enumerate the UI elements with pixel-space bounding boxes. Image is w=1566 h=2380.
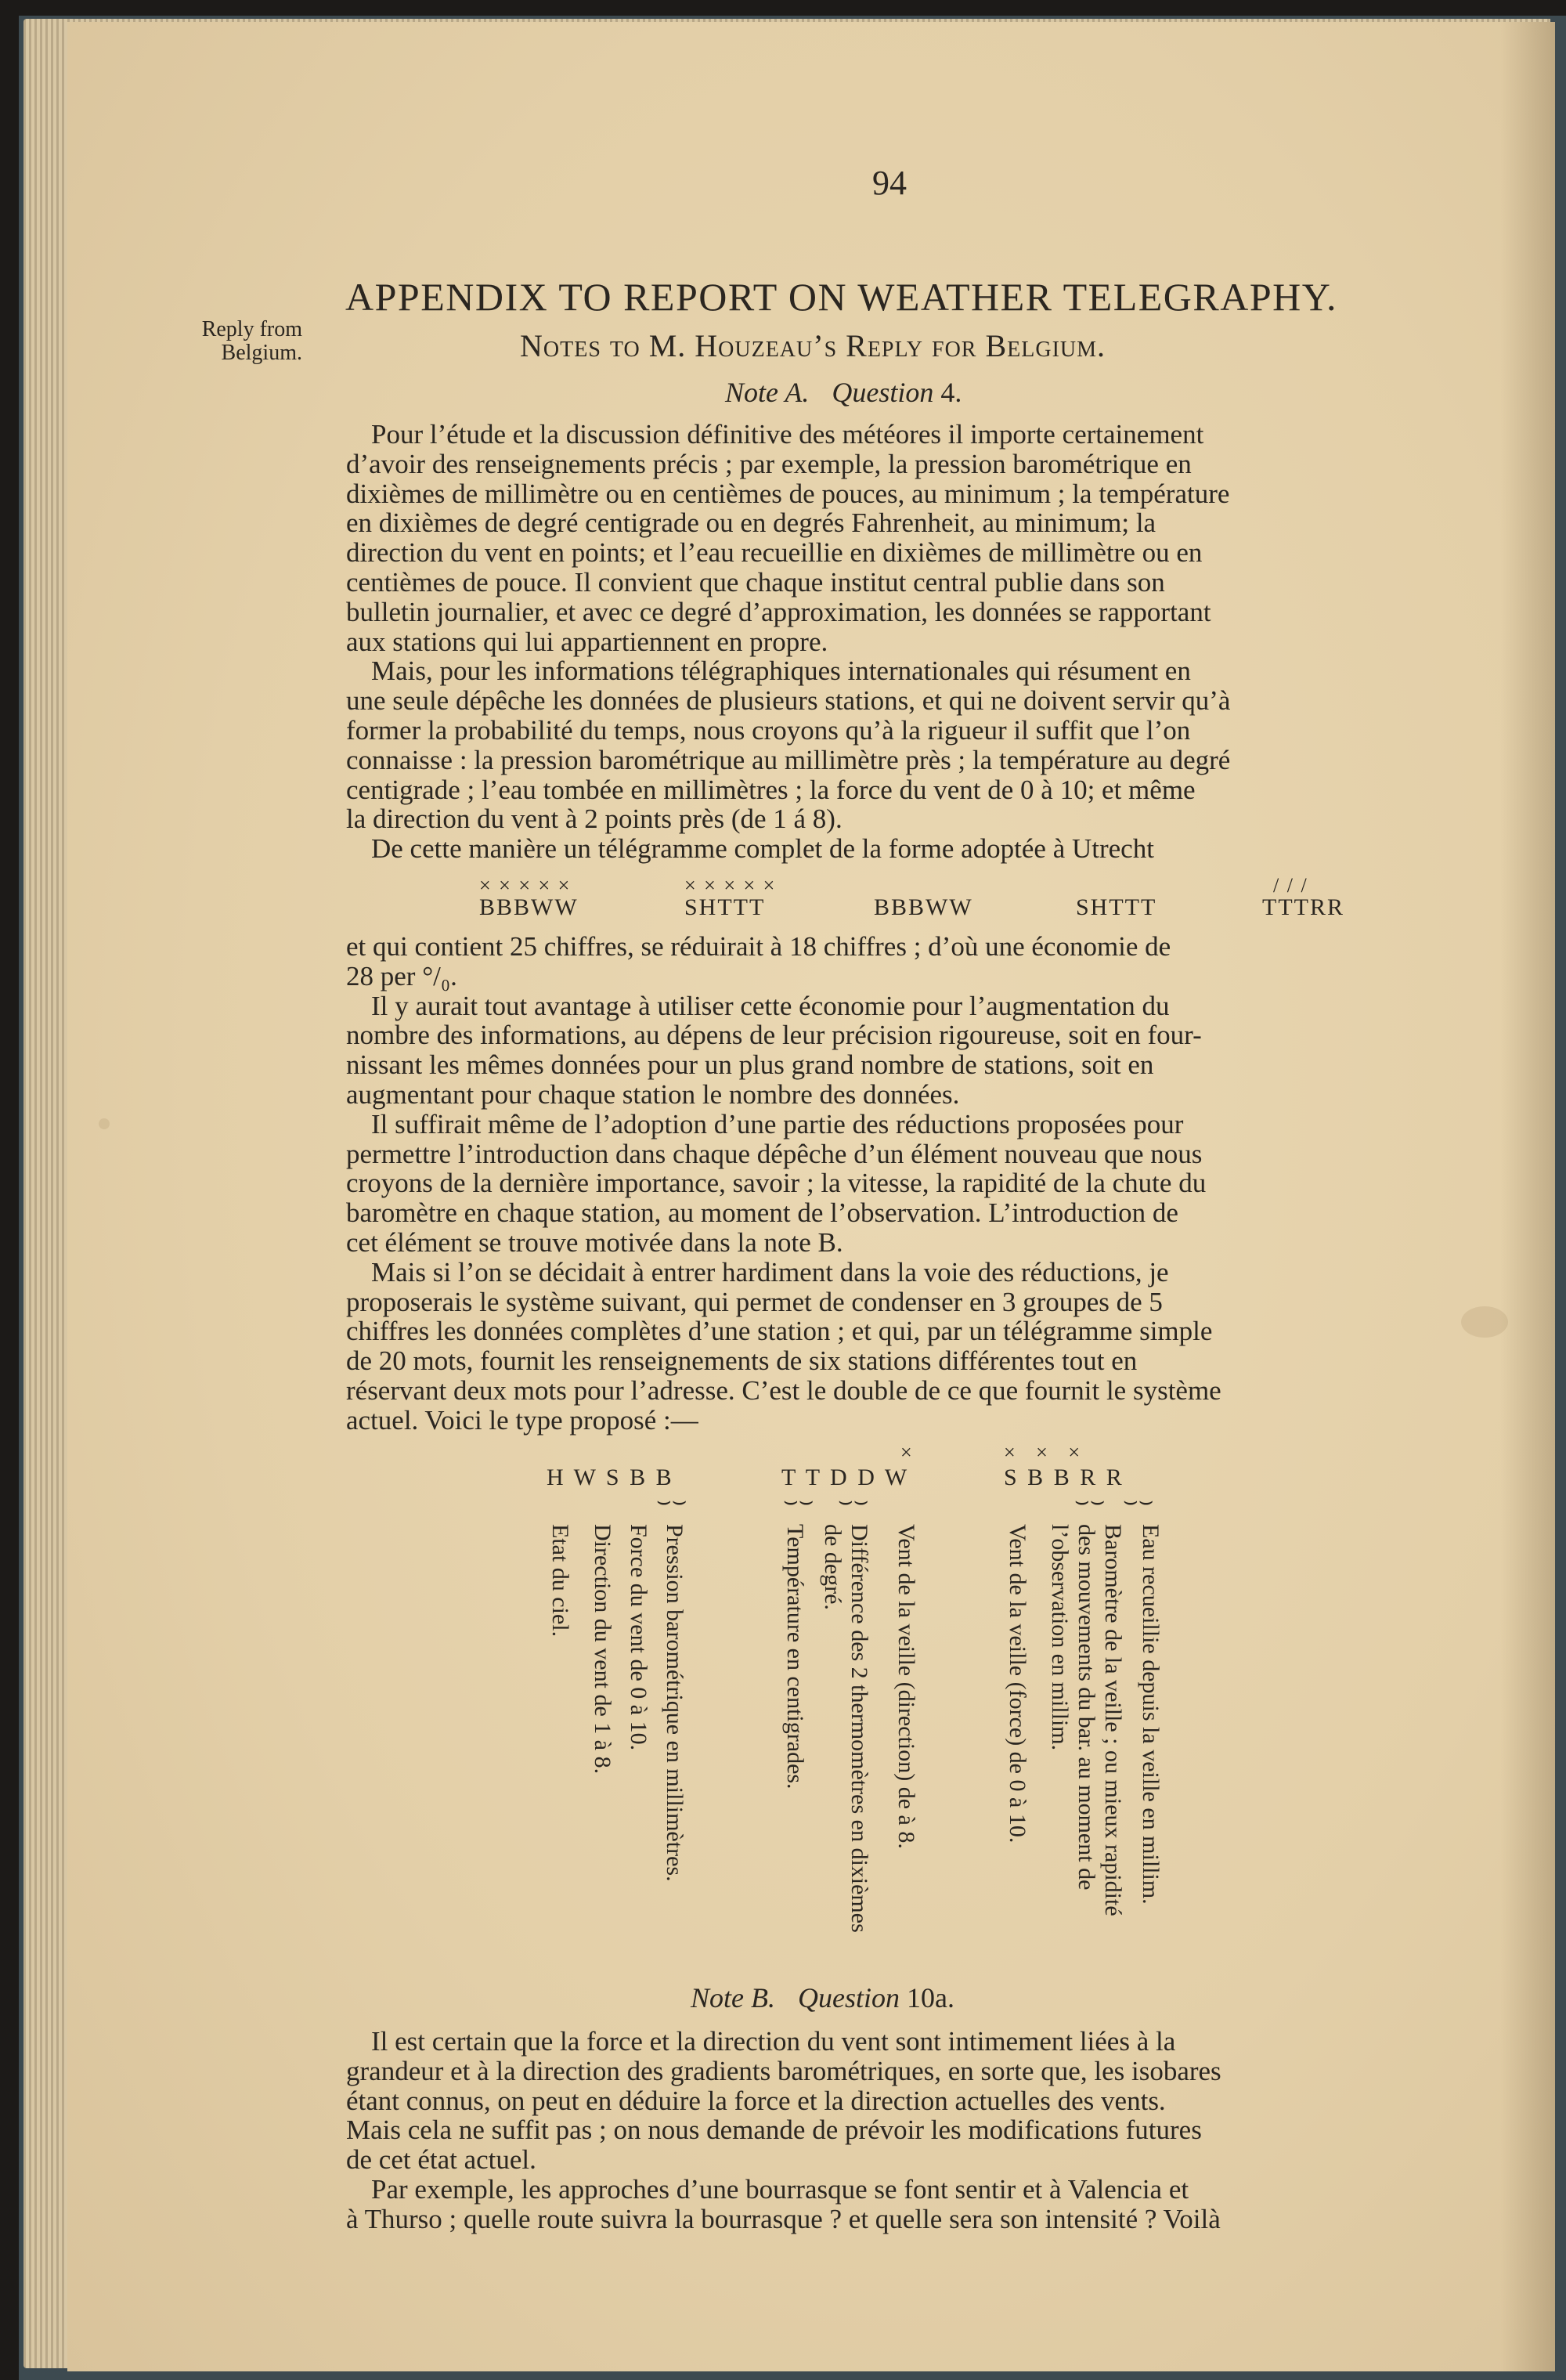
text-line: étant connus, on peut en déduire la force et la direction actuelles des vents. bbox=[346, 2085, 1166, 2116]
code-desc-degre: de degré. bbox=[820, 1524, 846, 1610]
note-b-label: Note B. bbox=[691, 1982, 775, 2013]
text-line: Il est certain que la force et la direction du vent sont intimement liées à la bbox=[371, 2026, 1176, 2057]
text-line: dixièmes de millimètre ou en centièmes de pouces, au minimum ; la température bbox=[346, 478, 1230, 509]
code-desc-temperature: Température en centigrades. bbox=[782, 1524, 808, 1790]
brace-mark: ⌣⌣ bbox=[838, 1488, 869, 1514]
code-desc-barometre-veille: Baromètre de la veille ; ou mieux rapidité bbox=[1100, 1524, 1126, 1916]
code-desc-etat-ciel: Etat du ciel. bbox=[547, 1524, 573, 1638]
text-line: aux stations qui lui appartiennent en propre. bbox=[346, 626, 828, 657]
text-line: centigrade ; l’eau tombée en millimètres ; la force du vent de 0 à 10; et même bbox=[346, 774, 1196, 805]
text-line: et qui contient 25 chiffres, se réduirait à 18 chiffres ; d’où une économie de bbox=[346, 931, 1171, 962]
text-line: croyons de la dernière importance, savoir ; la vitesse, la rapidité de la chute du bbox=[346, 1168, 1207, 1199]
brace-mark: ⌣⌣ bbox=[1074, 1488, 1106, 1514]
text-line: permettre l’introduction dans chaque dépêche d’un élément nouveau que nous bbox=[346, 1138, 1203, 1169]
margin-note-line: Reply from bbox=[201, 317, 302, 341]
text-line: nombre des informations, au dépens de leur précision rigoureuse, soit en four- bbox=[346, 1020, 1202, 1051]
text-line: réservant deux mots pour l’adresse. C’est le double de ce que fournit le système bbox=[346, 1374, 1221, 1406]
telegram-group: SHTTT bbox=[684, 894, 766, 920]
text-line: baromètre en chaque station, au moment de l’observation. L’introduction de bbox=[346, 1197, 1178, 1229]
notes-heading: Notes to M. Houzeau’s Reply for Belgium. bbox=[520, 328, 1106, 363]
telegram-tick-marks: / / / bbox=[1273, 874, 1308, 897]
brace-mark: ⌣⌣ bbox=[783, 1488, 814, 1514]
text-line: de cet état actuel. bbox=[346, 2144, 536, 2176]
telegram-example bbox=[409, 874, 1427, 929]
text-line: Par exemple, les approches d’une bourrasque se font sentir et à Valencia et bbox=[371, 2173, 1189, 2205]
telegram-group: BBBWW bbox=[479, 894, 579, 920]
text-line: former la probabilité du temps, nous croyons qu’à la rigueur il suffit que l’on bbox=[346, 714, 1191, 746]
telegram-cross-marks: × × × × × bbox=[684, 874, 777, 897]
text-line: De cette manière un télégramme complet de la forme adoptée à Utrecht bbox=[371, 833, 1154, 865]
note-b-heading bbox=[691, 1981, 954, 2014]
text-line: Mais, pour les informations télégraphiques internationales qui résument en bbox=[371, 655, 1191, 687]
text-line: cet élément se trouve motivée dans la note B. bbox=[346, 1226, 843, 1258]
note-b-number: 10a. bbox=[906, 1982, 954, 2013]
brace-mark: ⌣⌣ bbox=[656, 1488, 687, 1514]
text-line: Il suffirait même de l’adoption d’une partie des réductions proposées pour bbox=[371, 1108, 1184, 1139]
margin-note bbox=[146, 318, 302, 365]
text-line: direction du vent en points; et l’eau recueillie en dixièmes de millimètre ou en bbox=[346, 537, 1203, 569]
code-desc-vent-veille-direction: Vent de la veille (direction) de à 8. bbox=[893, 1524, 919, 1849]
brace-mark: ⌣⌣ bbox=[1123, 1488, 1154, 1514]
page-gutter-shadow bbox=[1500, 22, 1555, 2371]
code-desc-vent-veille-force: Vent de la veille (force) de 0 à 10. bbox=[1005, 1524, 1030, 1844]
note-a-text-part-2 bbox=[346, 932, 1221, 1436]
running-title: APPENDIX TO REPORT ON WEATHER TELEGRAPHY. bbox=[345, 275, 1337, 319]
telegram-group: SHTTT bbox=[1076, 894, 1157, 920]
text-line: Mais cela ne suffit pas ; on nous demande de prévoir les modifications futures bbox=[346, 2115, 1202, 2146]
text-line: d’avoir des renseignements précis ; par exemple, la pression barométrique en bbox=[346, 448, 1192, 479]
code-desc-eau-recueillie: Eau recueillie depuis la veille en millim. bbox=[1138, 1524, 1164, 1905]
text-line: actuel. Voici le type proposé :— bbox=[346, 1404, 698, 1436]
text-line: à Thurso ; quelle route suivra la bourrasque ? et quelle sera son intensité ? Voilà bbox=[346, 2203, 1221, 2234]
text-line: de 20 mots, fournit les renseignements de six stations différentes tout en bbox=[346, 1345, 1138, 1377]
code-group-2-letters: T T D D W bbox=[781, 1464, 910, 1490]
code-desc-pression: Pression barométrique en millimètres. bbox=[662, 1524, 687, 1882]
telegram-group: BBBWW bbox=[874, 894, 973, 920]
note-a-text-part-1 bbox=[346, 420, 1230, 864]
text-line: chiffres les données complètes d’une station ; et qui, par un télégramme simple bbox=[346, 1316, 1213, 1347]
code-group-1-letters: H W S B B bbox=[547, 1464, 674, 1490]
text-line: centièmes de pouce. Il convient que chaque institut central publie dans son bbox=[346, 566, 1165, 598]
code-desc-force-vent: Force du vent de 0 à 10. bbox=[626, 1524, 651, 1751]
text-line: Il y aurait tout avantage à utiliser cette économie pour l’augmentation du bbox=[371, 990, 1170, 1021]
margin-note-line: Belgium. bbox=[221, 341, 302, 365]
code-desc-direction-vent: Direction du vent de 1 à 8. bbox=[590, 1524, 615, 1775]
text-line: connaisse : la pression barométrique au millimètre près ; la température au degré bbox=[346, 744, 1231, 775]
note-b-question: Question bbox=[797, 1982, 900, 2013]
code-desc-mouvements: des mouvements du bar. au moment de bbox=[1073, 1524, 1099, 1891]
text-line: 28 per °/₀. bbox=[346, 960, 457, 991]
text-line: bulletin journalier, et avec ce degré d’approximation, les données se rapportant bbox=[346, 596, 1211, 627]
note-b-text bbox=[346, 2027, 1221, 2234]
code-desc-observation: l’observation en millim. bbox=[1047, 1524, 1073, 1751]
text-line: grandeur et à la direction des gradients barométriques, en sorte que, les isobares bbox=[346, 2055, 1221, 2086]
text-line: nissant les mêmes données pour un plus grand nombre de stations, soit en bbox=[346, 1049, 1154, 1081]
code-cross-marks: × × × bbox=[1004, 1441, 1088, 1464]
code-group-3-letters: S B B R R bbox=[1004, 1464, 1124, 1490]
note-a-number: 4. bbox=[940, 377, 962, 408]
paper-stain bbox=[1461, 1306, 1508, 1338]
paper-spot bbox=[99, 1118, 110, 1129]
telegram-cross-marks: × × × × × bbox=[479, 874, 572, 897]
code-desc-difference-thermometres: Différence des 2 thermomètres en dixièmes bbox=[846, 1524, 872, 1933]
book-page bbox=[67, 22, 1555, 2371]
telegram-group: TTTRR bbox=[1262, 894, 1344, 920]
text-line: Mais si l’on se décidait à entrer hardiment dans la voie des réductions, je bbox=[371, 1256, 1169, 1288]
note-a-question: Question bbox=[832, 377, 934, 408]
page-number: 94 bbox=[872, 164, 907, 202]
text-line: la direction du vent à 2 points près (de 1 á 8). bbox=[346, 804, 843, 835]
note-a-heading bbox=[725, 376, 962, 409]
text-line: proposerais le système suivant, qui permet de condenser en 3 groupes de 5 bbox=[346, 1286, 1163, 1317]
text-line: augmentant pour chaque station le nombre des données. bbox=[346, 1078, 960, 1110]
text-line: une seule dépêche les données de plusieurs stations, et qui ne doivent servir qu’à bbox=[346, 685, 1231, 717]
text-line: Pour l’étude et la discussion définitive des météores il importe certainement bbox=[371, 419, 1204, 450]
note-a-label: Note A. bbox=[725, 377, 810, 408]
text-line: en dixièmes de degré centigrade ou en degrés Fahrenheit, au minimum; la bbox=[346, 507, 1156, 539]
code-cross-mark: × bbox=[900, 1441, 912, 1464]
